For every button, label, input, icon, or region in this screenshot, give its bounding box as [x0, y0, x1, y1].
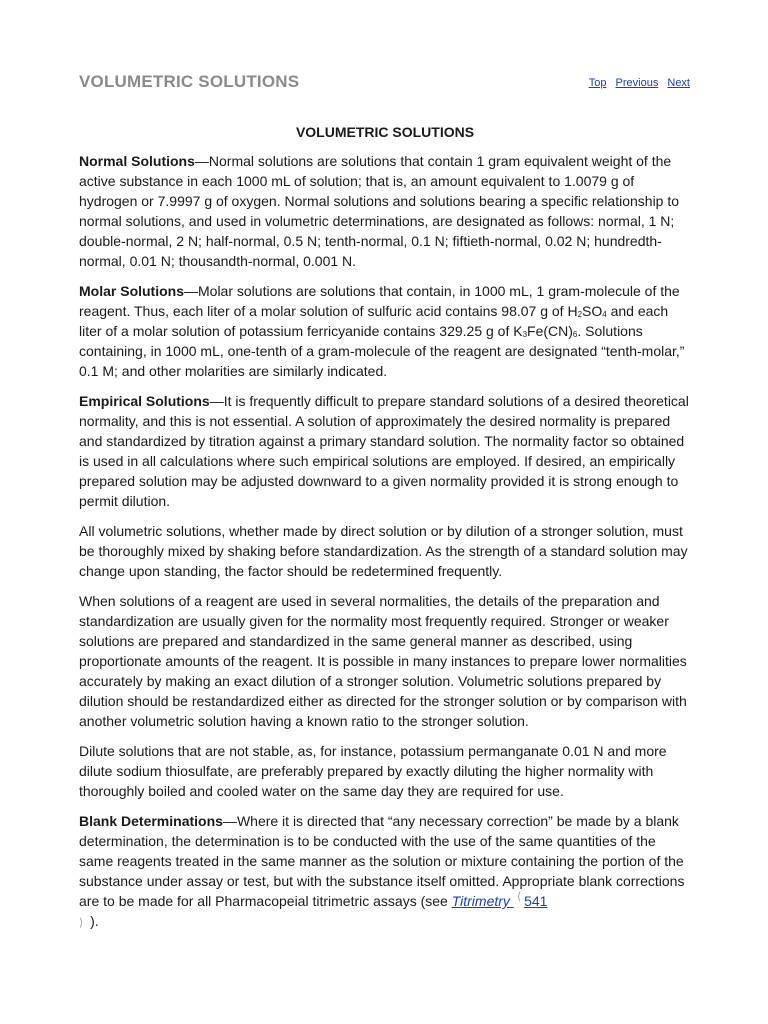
nav-next-link[interactable]: Next: [667, 77, 690, 89]
molar-text-c: and each liter of a molar solution of potassium ferricyanide contains 329.25 g of K: [79, 303, 669, 339]
paragraph-dilute-solutions: Dilute solutions that are not stable, as, for instance, potassium permanganate 0.01 N and more dilute sodium thiosulfate, are preferably prepared by exactly diluting the higher normality with thoroughly boiled and cooled water on the same day they are required for use.: [79, 743, 667, 799]
paragraph-blank-determinations: Blank Determinations—Where it is directed that “any necessary correction” be made by a blank determination, the determination is to be conducted with the use of the same quantities of the same reagents treated in the same manner as the solution or mixture containing the portion of the substance under assay or test, but with the substance itself omitted. Appropriate blank corrections are to be made for all Pharmacopeial titrimetric assays (see Titrimetry ⟨ 541 ⟩ ).: [79, 813, 685, 929]
page-header: [79, 72, 690, 98]
subscript-2: 2: [577, 310, 583, 319]
molar-text-d: Fe(CN): [527, 323, 573, 339]
page-title: VOLUMETRIC SOLUTIONS: [79, 72, 300, 91]
term-blank-determinations: Blank Determinations: [79, 813, 223, 829]
paragraph-empirical-solutions: [79, 391, 691, 511]
paragraph-normal-solutions: [79, 151, 691, 271]
normal-solutions-text: —Normal solutions are solutions that contain 1 gram equivalent weight of the active substance in each 1000 mL of solution; that is, an amount equivalent to 1.0079 g of hydrogen or 7.9997 g of oxygen. Normal solutions and solutions bearing a specific relationship to normal solutions, and used in volumetric determinations, are designated as follows: normal, 1 N; double-normal, 2 N; half-normal, 0.5 N; tenth-normal, 0.1 N; fiftieth-normal, 0.02 N; hundredth-normal, 0.01 N; thousandth-normal, 0.001 N.: [79, 153, 680, 269]
molar-text-b: SO: [582, 303, 603, 319]
nav-links: [583, 77, 690, 89]
subscript-3: 3: [522, 330, 528, 339]
subscript-6: 6: [572, 330, 578, 339]
molar-text-e: . Solutions containing, in 1000 mL, one-tenth of a gram-molecule of the reagent are designated “tenth-molar,” 0.1 M; and other molarities are similarly indicated.: [79, 323, 685, 379]
empirical-solutions-text: —It is frequently difficult to prepare standard solutions of a desired theoretical normality, and this is not essential. A solution of approximately the desired normality is prepared and standardized by titration against a primary standard solution. The normality factor so obtained is used in all calculations where such empirical solutions are employed. If desired, an empirically prepared solution may be adjusted downward to a given normality provided it is strong enough to permit dilution.: [79, 393, 689, 509]
document-body: [79, 122, 691, 941]
subscript-4: 4: [602, 310, 607, 319]
chapter-541-link[interactable]: 541: [524, 893, 548, 909]
term-molar-solutions: Molar Solutions: [79, 283, 184, 299]
blank-determinations-text: —Where it is directed that “any necessary correction” be made by a blank determination, the determination is to be conducted with the use of the same quantities of the same reagents treated in the same manner as the solution or mixture containing the portion of the substance under assay or test, but with the substance itself omitted. Appropriate blank corrections are to be made for all Pharmacopeial titrimetric assays (see: [79, 813, 685, 909]
paragraph-molar-solutions: [79, 281, 691, 381]
nav-top-link[interactable]: Top: [588, 77, 607, 89]
paragraph-all-volumetric: All volumetric solutions, whether made by direct solution or by dilution of a stronger solution, must be thoroughly mixed by shaking before standardization. As the strength of a standard solution may change upon standing, the factor should be redetermined frequently.: [79, 523, 688, 579]
section-heading: VOLUMETRIC SOLUTIONS: [295, 124, 475, 140]
molar-text-a: —Molar solutions are solutions that contain, in 1000 mL, 1 gram-molecule of the reagent. Thus, each liter of a molar solution of sulfuric acid contains 98.07 g of H: [79, 283, 680, 319]
nav-previous-link[interactable]: Previous: [615, 77, 659, 89]
term-normal-solutions: Normal Solutions: [79, 153, 195, 169]
term-empirical-solutions: Empirical Solutions: [79, 393, 210, 409]
titrimetry-link[interactable]: Titrimetry: [451, 893, 514, 909]
paragraph-several-normalities: When solutions of a reagent are used in several normalities, the details of the preparation and standardization are usually given for the normality most frequently required. Stronger or weaker solutions are prepared and standardized in the same general manner as described, using proportionate amounts of the reagent. It is possible in many instances to prepare lower normalities accurately by making an exact dilution of a stronger solution. Volumetric solutions prepared by dilution should be restandardized either as directed for the stronger solution or by comparison with another volumetric solution having a known ratio to the stronger solution.: [79, 593, 687, 729]
blank-tail-text: ).: [86, 913, 99, 929]
